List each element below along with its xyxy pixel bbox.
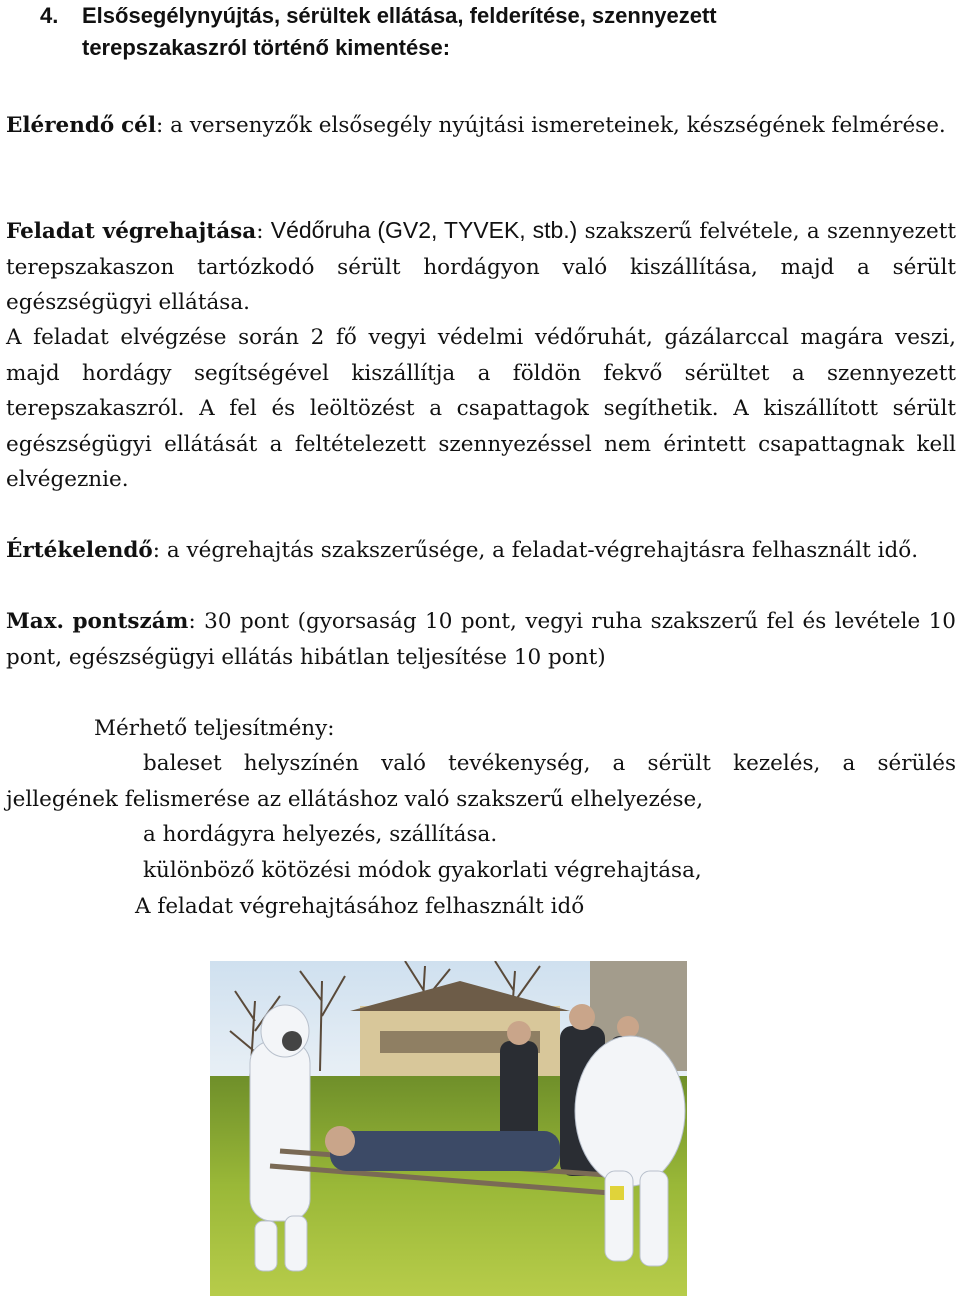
goal-label-a: Elérendő	[6, 113, 115, 138]
max-points-label-a: Max.	[6, 609, 65, 634]
measurable-item3: különböző kötözési módok gyakorlati végrehajtása,	[143, 858, 702, 883]
glove-icon	[610, 1186, 624, 1200]
evaluation-colon: :	[152, 538, 161, 563]
patient	[325, 1126, 560, 1171]
max-points-label-b: pontszám	[72, 609, 189, 634]
section-title-line2: terepszakaszról történő kimentése:	[82, 35, 451, 60]
task-label: Feladat végrehajtása	[6, 219, 257, 244]
section-title-line1: Elsősegélynyújtás, sérültek ellátása, felderítése, szennyezett	[82, 3, 717, 28]
gas-mask-icon	[282, 1031, 302, 1051]
goal-text: a versenyzők elsősegély nyújtási ismereteinek, készségének felmérése.	[163, 113, 946, 138]
measurable-title: Mérhető teljesítmény:	[94, 716, 335, 741]
task-colon: :	[256, 219, 271, 244]
section-title	[82, 0, 942, 64]
evaluation-text: a végrehajtás szakszerűsége, a feladat-végrehajtásra felhasznált idő.	[160, 538, 919, 563]
measurable-item4: A feladat végrehajtásához felhasznált idő	[135, 894, 585, 919]
measurable-item1-line2: jellegének felismerése az ellátáshoz való szakszerű elhelyezése,	[6, 787, 704, 812]
rescue-exercise-photo	[210, 961, 687, 1296]
measurable-item2: a hordágyra helyezés, szállítása.	[143, 822, 498, 847]
task-sans-text: Védőruha (GV2, TYVEK, stb.)	[270, 217, 578, 243]
task-text: szakszerű felvétele, a szennyezett terepszakaszon tartózkodó sérült hordágyon való kiszállítása, majd a sérült egészségügyi ellátása.	[6, 219, 957, 315]
section-number: 4.	[40, 3, 59, 28]
task-detail-paragraph: A feladat elvégzése során 2 fő vegyi védelmi védőruhát, gázálarccal magára veszi, majd hordágy segítségével kiszállítja a földön fekvő sérültet a szennyezett terepszakaszról. A fel és leöltözést a csapattagok segíthetik. A kiszállított sérült egészségügyi ellátását a feltételezett szennyezéssel nem érintett csapattagnak kell elvégeznie.	[6, 325, 956, 492]
max-points-colon: :	[188, 609, 196, 634]
evaluation-paragraph	[6, 533, 956, 569]
measurable-item1-line1: baleset helyszínén való tevékenység, a sérült kezelés, a sérülés	[143, 751, 956, 776]
evaluation-label: Értékelendő	[6, 538, 153, 563]
photo-illustration	[210, 961, 687, 1296]
max-points-text: 30 pont (gyorsaság 10 pont, vegyi ruha szakszerű fel és levétele 10 pont, egészségügyi ellátás hibátlan teljesítése 10 pont)	[6, 609, 956, 670]
goal-label-b: cél	[121, 113, 157, 138]
max-points-paragraph	[6, 604, 956, 675]
goal-paragraph	[6, 108, 956, 144]
task-paragraph	[6, 213, 956, 321]
goal-colon: :	[156, 113, 164, 138]
